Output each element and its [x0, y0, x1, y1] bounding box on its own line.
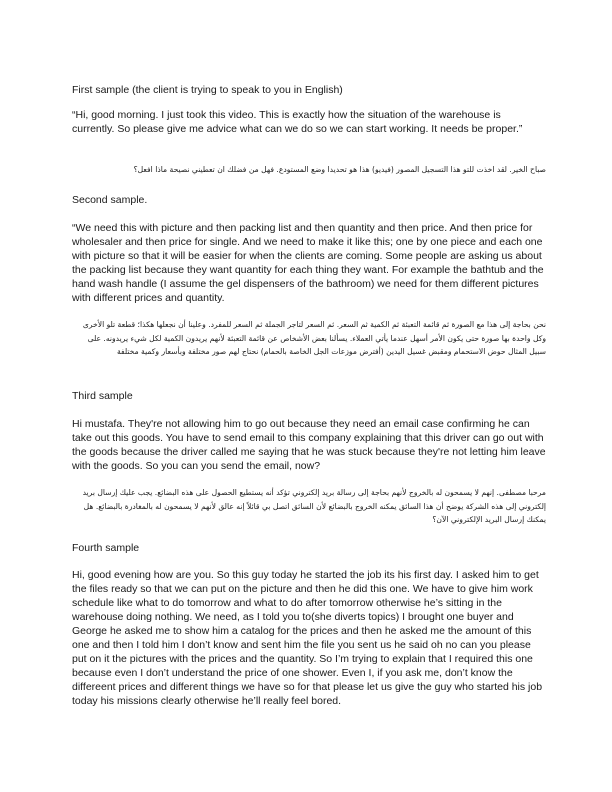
section-arabic-third: مرحبا مصطفى. إنهم لا يسمحون له بالخروج لأنهم بحاجة إلى رسالة بريد إلكتروني تؤكد أنه يستطيع الحصول على هذه البضائع. يجب عليك إرسال بريد إلكتروني إلى هذه الشركة يوضح أن هذا السائق يمكنه الخروج بالبضائع لأن السائق اتصل بي قائلاً إنه عالق لأنهم لا يسمحون له بالمغادرة بالبضائع. هل يمكنك إرسال البريد الإلكتروني الآن؟ — [82, 488, 546, 525]
section-heading-first: First sample (the client is trying to speak to you in English) — [72, 84, 343, 96]
section-heading-fourth: Fourth sample — [72, 542, 140, 554]
section-arabic-second: نحن بحاجة إلى هذا مع الصورة ثم قائمة التعبئة ثم الكمية ثم السعر. ثم السعر لتاجر الجملة ثم السعر للمفرد. وعلينا أن نجعلها هكذا؛ قطعة تلو الأخرى وكل واحدة بها صورة حتى يكون الأمر أسهل عندما يأتي العملاء. يسألنا بعض الأشخاص عن قائمة التعبئة لأنهم يريدون الكمية لكل شيء يريدونه. على سبيل المثال حوض الاستحمام ومقبض غسيل اليدين (أفترض موزعات الجل الخاصة بالحمام) نحتاج لهم صور مختلفة وبأسعار وكمية مختلفة — [82, 320, 546, 357]
section-english-fourth: Hi, good evening how are you. So this guy today he started the job its his first day. I asked him to get the files ready so that we can put on the picture and then he did this one. We have to give him work schedule like what to do tomorrow and what to do after tomorrow otherwise he’s sitting in the warehouse doing nothing. We need, as I told you to(she diverts topics) I brought one buyer and George he asked me to show him a catalog for the prices and then he asked me the amount of this one and then I told him I don’t know and sent him the file you sent us he said oh no can you please put on it the pictures with the prices and the quantity. So I’m trying to explain that I required this one because even I don’t understand the price of one shower. Even I, if you ask me, don’t know the differeent prices and different things we have so for that please let us give the guy who started his job today his missions clearly otherwise he’ll really feel bored. — [72, 569, 543, 707]
section-arabic-first: صباح الخير. لقد اخذت للتو هذا التسجيل المصور (فيديو) هذا هو تحديدا وضع المستودع. فهل من فضلك ان تعطيني نصيحة ماذا افعل؟ — [133, 165, 546, 174]
section-heading-third: Third sample — [72, 390, 133, 402]
section-heading-second: Second sample. — [72, 194, 148, 206]
section-english-first: “Hi, good morning. I just took this video. This is exactly how the situation of the warehouse is currently. So please give me advice what can we do so we can start working. It needs be proper.” — [72, 109, 523, 135]
section-english-third: Hi mustafa. They're not allowing him to go out because they need an email case confirming he can take out this goods. You have to send email to this company explaining that this driver can go out with the goods because the driver called me saying that he was stuck because they're not letting him leave with the goods. So you can you send the email, now? — [72, 418, 546, 472]
section-english-second: “We need this with picture and then packing list and then quantity and then price. And then price for wholesaler and then price for single. And we need to make it like this; one by one piece and each one with picture so that it will be easier for when the clients are coming. Some people are asking us about the packing list because they want quantity for each thing they want. For example the bathtub and the hand wash handle (I assume the gel dispensers of the bathroom) we need for them different pictures with different prices and quantity. — [72, 222, 544, 304]
